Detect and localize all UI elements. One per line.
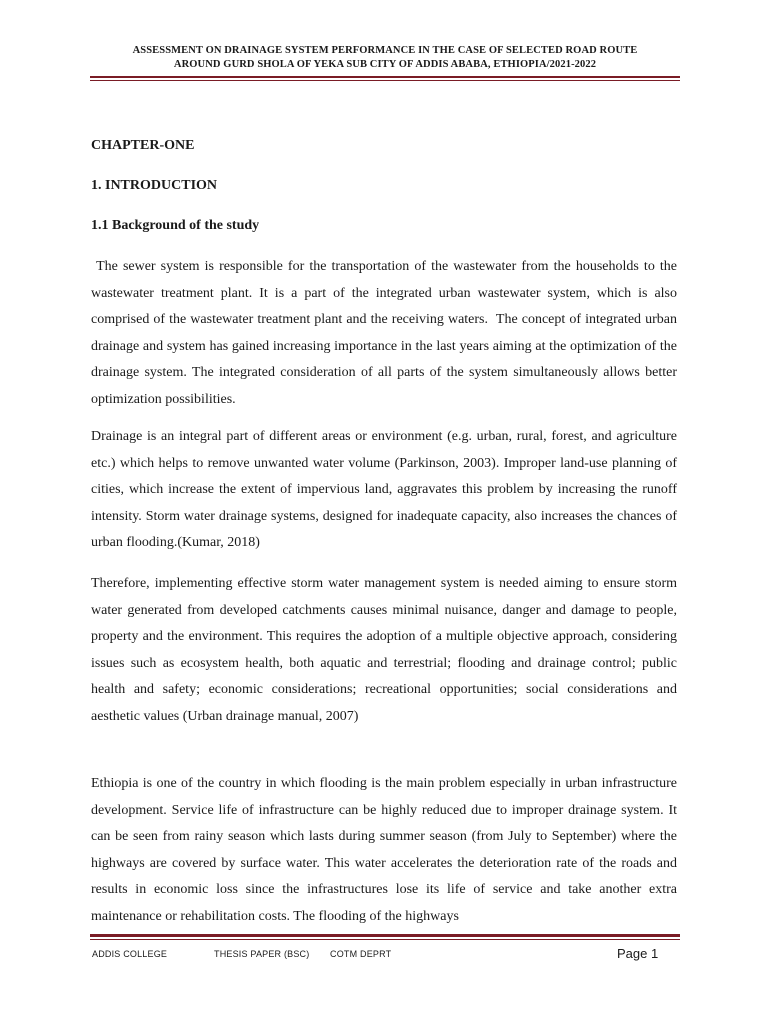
footer-rule-thick: [90, 934, 680, 937]
chapter-heading: CHAPTER-ONE: [91, 138, 195, 153]
section-heading-introduction: 1. INTRODUCTION: [91, 178, 218, 193]
running-footer: [90, 946, 680, 964]
header-line-2: AROUND GURD SHOLA OF YEKA SUB CITY OF ADDIS ABABA, ETHIOPIA/2021-2022: [173, 59, 597, 70]
paragraph-1: The sewer system is responsible for the transportation of the wastewater from the households to the wastewater treatment plant. It is a part of the integrated urban wastewater system, which is also comprised of the wastewater treatment plant and the receiving waters. The concept of integrated urban drainage and system has gained increasing importance in the last years aiming at the optimization of the drainage system. The integrated consideration of all parts of the system simultaneously allows better optimization possibilities.: [91, 259, 681, 407]
footer-department: COTM DEPRT: [330, 949, 392, 959]
footer-college: ADDIS COLLEGE: [92, 949, 168, 959]
footer-thesis: THESIS PAPER (BSC): [214, 949, 310, 959]
header-rule-thick: [90, 76, 680, 78]
paragraph-3: Therefore, implementing effective storm water management system is needed aiming to ensure storm water generated from developed catchments causes minimal nuisance, danger and damage to people, property and the environment. This requires the adoption of a multiple objective approach, considering issues such as ecosystem health, both aquatic and terrestrial; flooding and drainage control; public health and safety; economic considerations; recreational opportunities; social considerations and aesthetic values (Urban drainage manual, 2007): [91, 576, 677, 724]
paragraph-2: Drainage is an integral part of different areas or environment (e.g. urban, rural, forest, and agriculture etc.) which helps to remove unwanted water volume (Parkinson, 2003). Improper land-use planning of cities, which increase the extent of impervious land, aggravates this problem by increasing the runoff intensity. Storm water drainage systems, designed for inadequate capacity, also increases the chances of urban flooding.(Kumar, 2018): [91, 429, 677, 551]
header-line-1: ASSESSMENT ON DRAINAGE SYSTEM PERFORMANCE IN THE CASE OF SELECTED ROAD ROUTE: [132, 45, 638, 56]
page-number: Page 1: [617, 946, 659, 961]
running-header: [90, 44, 680, 72]
header-rule-thin: [90, 80, 680, 81]
subsection-heading-background: 1.1 Background of the study: [91, 218, 260, 233]
paragraph-4: Ethiopia is one of the country in which flooding is the main problem especially in urban infrastructure development. Service life of infrastructure can be highly reduced due to improper drainage system. It can be seen from rainy season which lasts during summer season (from July to September) where the highways are covered by surface water. This water accelerates the deterioration rate of the roads and results in economic loss since the infrastructures lose its life of service and take another extra maintenance or rehabilitation costs. The flooding of the highways: [91, 776, 677, 924]
footer-rule-thin: [90, 939, 680, 940]
